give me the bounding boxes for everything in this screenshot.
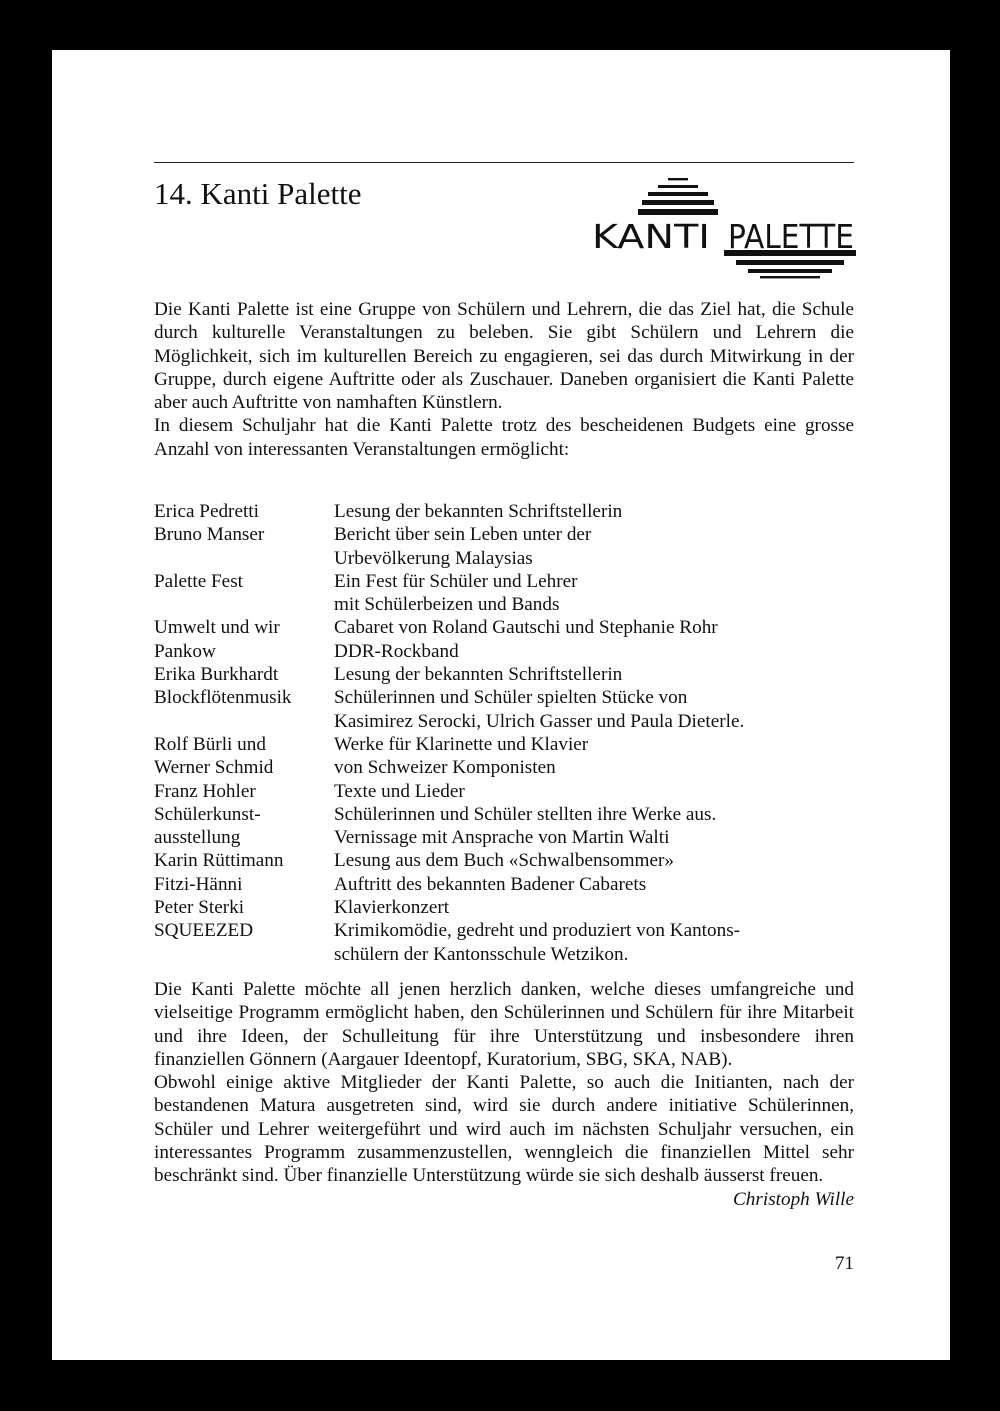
closing-paragraph: Die Kanti Palette möchte all jenen herzlich danken, welche dieses umfangreiche und vielseitige Programm ermöglicht haben, den Schülerinnen und Schülern für ihre Mitarbeit und ihre Ideen, der Schulleitung für ihre Unterstützung und insbesondere ihren finanziellen Gönnern (Aargauer Ideentopf, Kuratorium, SBG, SKA, NAB). <box>154 979 854 1070</box>
event-name-line: Umwelt und wir <box>154 617 280 639</box>
event-description <box>334 733 854 780</box>
event-description <box>334 780 854 803</box>
event-name-line: Karin Rüttimann <box>154 850 284 872</box>
event-name-line: Bruno Manser <box>154 524 265 546</box>
event-row <box>154 780 854 803</box>
event-name <box>154 919 334 966</box>
event-name-line: ausstellung <box>154 827 241 849</box>
event-description-line: Krimikomödie, gedreht und produziert von Kantons- <box>334 920 741 942</box>
event-row <box>154 849 854 872</box>
closing-paragraph <box>154 1071 854 1211</box>
event-list <box>154 500 854 966</box>
event-name <box>154 849 334 872</box>
event-description-line: DDR-Rockband <box>334 640 459 662</box>
event-name <box>154 640 334 663</box>
event-description-line: Kasimirez Serocki, Ulrich Gasser und Paula Dieterle. <box>334 710 745 732</box>
event-description-line: Lesung aus dem Buch «Schwalbensommer» <box>334 850 674 872</box>
event-description <box>334 873 854 896</box>
event-description <box>334 500 854 523</box>
event-description <box>334 686 854 733</box>
event-description <box>334 919 854 966</box>
event-name <box>154 570 334 617</box>
event-description-line: Schülerinnen und Schüler stellten ihre Werke aus. <box>334 803 717 825</box>
event-description-line: Lesung der bekannten Schriftstellerin <box>334 664 623 686</box>
event-description <box>334 640 854 663</box>
kanti-palette-logo <box>592 176 856 280</box>
event-description-line: Vernissage mit Ansprache von Martin Walti <box>334 827 670 849</box>
event-name-line: Palette Fest <box>154 570 243 592</box>
event-name-line: Blockflötenmusik <box>154 687 292 709</box>
event-row <box>154 803 854 850</box>
event-description-line: Werke für Klarinette und Klavier <box>334 733 589 755</box>
event-name-line: Erika Burkhardt <box>154 664 279 686</box>
event-description <box>334 570 854 617</box>
event-description-line: Auftritt des bekannten Badener Cabarets <box>334 873 647 895</box>
event-description-line: mit Schülerbeizen und Bands <box>334 594 560 616</box>
event-description <box>334 849 854 872</box>
top-rule <box>154 162 854 163</box>
event-description-line: Schülerinnen und Schüler spielten Stücke von <box>334 687 688 709</box>
event-name <box>154 686 334 733</box>
event-row <box>154 663 854 686</box>
event-row <box>154 873 854 896</box>
intro-paragraph: Die Kanti Palette ist eine Gruppe von Schülern und Lehrern, die das Ziel hat, die Schule durch kulturelle Veranstaltungen zu beleben. Sie gibt Schülern und Lehrern die Möglichkeit, sich im kulturellen Bereich zu engagieren, sei das durch Mitwirkung in der Gruppe, durch eigene Auftritte oder als Zuschauer. Daneben organisiert die Kanti Palette aber auch Auftritte von namhaften Künstlern. <box>154 299 854 414</box>
intro-paragraph: In diesem Schuljahr hat die Kanti Palette trotz des bescheidenen Budgets eine grosse Anzahl von interessanten Veranstaltungen ermöglicht: <box>154 415 854 460</box>
event-name <box>154 896 334 919</box>
logo-text-palette: PALETTE <box>728 217 854 256</box>
event-description <box>334 663 854 686</box>
event-name <box>154 500 334 523</box>
event-row <box>154 616 854 639</box>
closing-last-block <box>154 1071 854 1211</box>
closing-paragraph-text: Obwohl einige aktive Mitglieder der Kanti Palette, so auch die Initianten, nach der bestandenen Matura ausgetreten sind, wird sie durch andere initiative Schülerinnen, Schüler und Lehrer weitergeführt und wird auch im nächsten Schuljahr versuchen, ein interessantes Programm zusammenzustellen, wenngleich die finanziellen Mittel sehr beschränkt sind. Über finanzielle Unterstützung würde sie sich deshalb äusserst freuen. <box>154 1072 854 1187</box>
event-row <box>154 896 854 919</box>
event-description-line: von Schweizer Komponisten <box>334 757 556 779</box>
event-description <box>334 616 854 639</box>
event-name-line: Franz Hohler <box>154 780 256 802</box>
page-number: 71 <box>834 1253 854 1274</box>
closing-text <box>154 978 854 1211</box>
event-description-line: Klavierkonzert <box>334 897 450 919</box>
event-row <box>154 500 854 523</box>
event-name <box>154 523 334 570</box>
event-name <box>154 663 334 686</box>
event-row <box>154 919 854 966</box>
event-description <box>334 803 854 850</box>
page <box>52 50 950 1360</box>
event-name <box>154 803 334 850</box>
event-name-line: Rolf Bürli und <box>154 733 266 755</box>
event-row <box>154 570 854 617</box>
event-row <box>154 640 854 663</box>
event-description-line: Texte und Lieder <box>334 780 465 802</box>
logo-text-kanti: KANTI <box>592 217 710 256</box>
event-description-line: Bericht über sein Leben unter der <box>334 524 592 546</box>
event-name <box>154 780 334 803</box>
event-name-line: Erica Pedretti <box>154 501 259 522</box>
event-row <box>154 733 854 780</box>
event-description <box>334 523 854 570</box>
event-description-line: Urbevölkerung Malaysias <box>334 547 533 569</box>
author-signature: Christoph Wille <box>733 1188 854 1210</box>
event-description-line: schülern der Kantonsschule Wetzikon. <box>334 943 629 965</box>
event-row <box>154 523 854 570</box>
event-description <box>334 896 854 919</box>
intro-text <box>154 298 854 461</box>
page-title: 14. Kanti Palette <box>154 176 362 211</box>
event-name <box>154 873 334 896</box>
event-name-line: Werner Schmid <box>154 757 274 779</box>
event-name-line: Peter Sterki <box>154 897 245 919</box>
event-description-line: Ein Fest für Schüler und Lehrer <box>334 570 578 592</box>
event-name-line: Schülerkunst- <box>154 803 261 825</box>
event-name-line: SQUEEZED <box>154 920 254 942</box>
event-row <box>154 686 854 733</box>
event-name-line: Fitzi-Hänni <box>154 873 243 895</box>
event-description-line: Lesung der bekannten Schriftstellerin <box>334 501 623 522</box>
event-name <box>154 733 334 780</box>
event-name <box>154 616 334 639</box>
event-name-line: Pankow <box>154 640 216 662</box>
event-description-line: Cabaret von Roland Gautschi und Stephanie Rohr <box>334 617 718 639</box>
